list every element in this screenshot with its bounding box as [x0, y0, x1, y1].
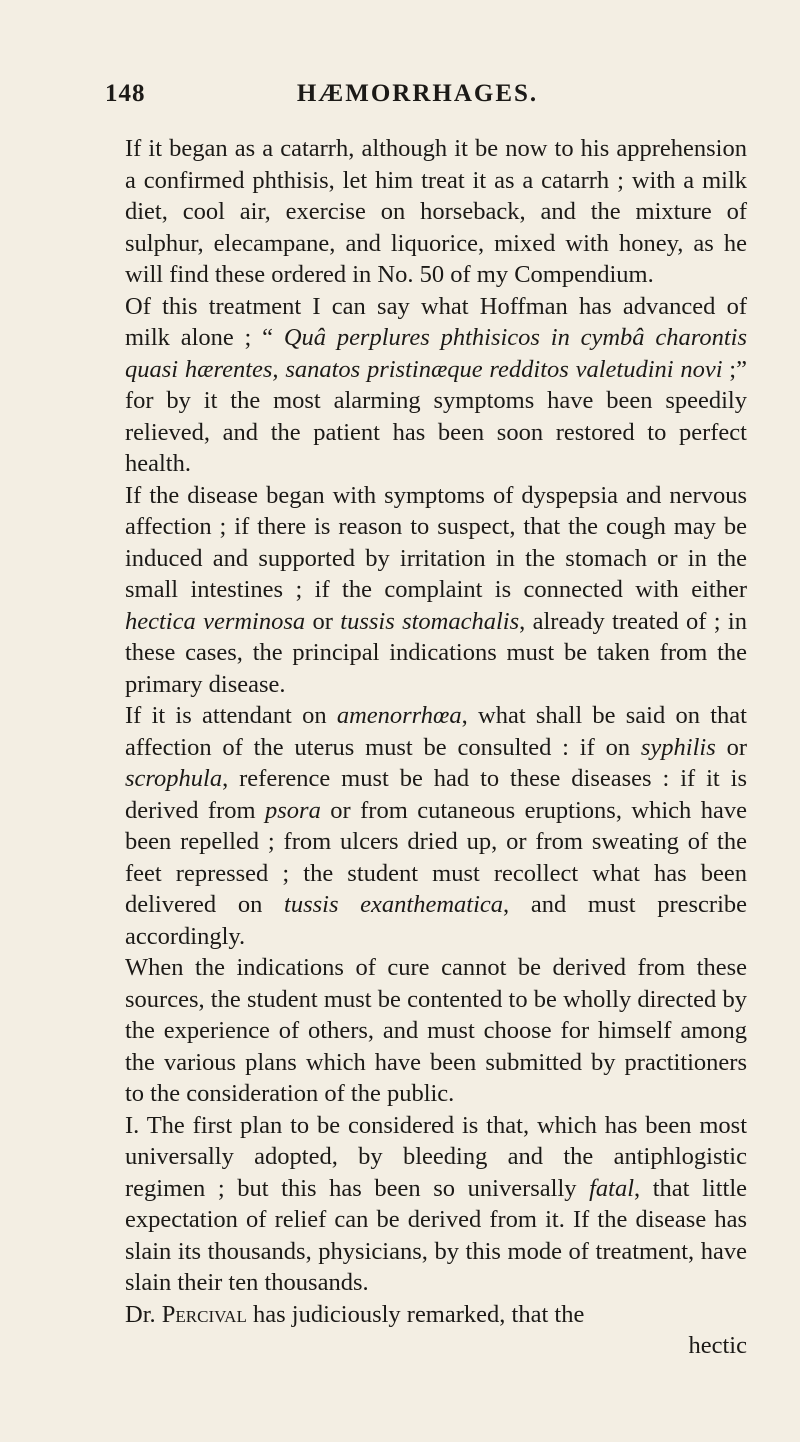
italic-phrase: tussis stomachalis	[340, 607, 520, 635]
italic-phrase: psora	[265, 796, 321, 824]
italic-phrase: fatal	[589, 1174, 635, 1202]
text-run: , and must prescribe accordingly.	[125, 891, 747, 950]
text-run: , that little expectation of relief can be derived from it. If the disease has slain its thousands, physicians, by this mode of treatment, have slain their ten thousands.	[125, 1174, 747, 1296]
page-number: 148	[105, 80, 146, 107]
italic-phrase: scrophula	[125, 765, 223, 792]
body-text	[125, 133, 747, 1362]
text-run: When the indications of cure cannot be derived from these sources, the student must be contented to be wholly directed by the experience of others, and must choose for himself among the various plans which have been submitted by practitioners to the consideration of the public.	[125, 954, 747, 1107]
paragraph	[125, 291, 747, 480]
paragraph	[125, 480, 747, 701]
catchword: hectic	[688, 1332, 747, 1359]
text-run: , what shall be said on that affection of the uterus must be consulted : if on	[125, 702, 747, 761]
italic-phrase: Quâ perplures phthisicos in cymbâ charontis quasi hærentes, sanatos pristinæque redditos valetudini novi	[125, 324, 747, 383]
text-run: has judiciously remarked, that the	[246, 1300, 585, 1328]
paragraph	[125, 1299, 747, 1331]
text-run: Of this treatment I can say what Hoffman has advanced of milk alone ; “	[125, 292, 747, 351]
italic-phrase: syphilis	[640, 733, 716, 761]
text-run: If the disease began with symptoms of dyspepsia and nervous affection ; if there is reason to suspect, that the cough may be induced and supported by irritation in the stomach or in the small intestines ; if the complaint is connected with either	[125, 481, 747, 603]
text-run: or	[305, 607, 341, 635]
text-run: ;” for by it the most alarming symptoms have been speedily relieved, and the patient has been soon restored to perfect health.	[125, 355, 747, 477]
paragraph	[125, 700, 747, 952]
text-run: I. The first plan to be considered is that, which has been most universally adopted, by bleeding and the antiphlogistic regimen ; but this has been so universally	[125, 1111, 747, 1202]
text-run: , reference must be had to these diseases : if it is derived from	[125, 765, 747, 824]
text-run: If it began as a catarrh, although it be now to his apprehension a confirmed phthisis, let him treat it as a catarrh ; with a milk diet, cool air, exercise on horseback, and the mixture of sulphur, elecampane, and liquorice, mixed with honey, as he will find these ordered in No. 50 of my Compendium.	[125, 135, 747, 288]
text-run: If it is attendant on	[125, 702, 337, 729]
text-run: Dr.	[125, 1300, 162, 1328]
italic-phrase: tussis exanthematica	[284, 891, 504, 918]
text-run: , already treated of ; in these cases, the principal indications must be taken from the primary disease.	[125, 607, 747, 698]
small-caps-name: Percival	[161, 1300, 247, 1328]
text-run: or	[715, 733, 747, 761]
text-run: or from cutaneous eruptions, which have been repelled ; from ulcers dried up, or from sweating of the feet repressed ; the student must recollect what has been delivered on	[125, 796, 747, 918]
paragraph	[125, 133, 747, 291]
italic-phrase: hectica verminosa	[125, 607, 306, 635]
page-header	[105, 80, 730, 110]
running-head: HÆMORRHAGES.	[296, 80, 539, 107]
paragraph	[125, 952, 747, 1110]
paragraph	[125, 1110, 747, 1299]
italic-phrase: amenorrhœa	[336, 702, 462, 729]
